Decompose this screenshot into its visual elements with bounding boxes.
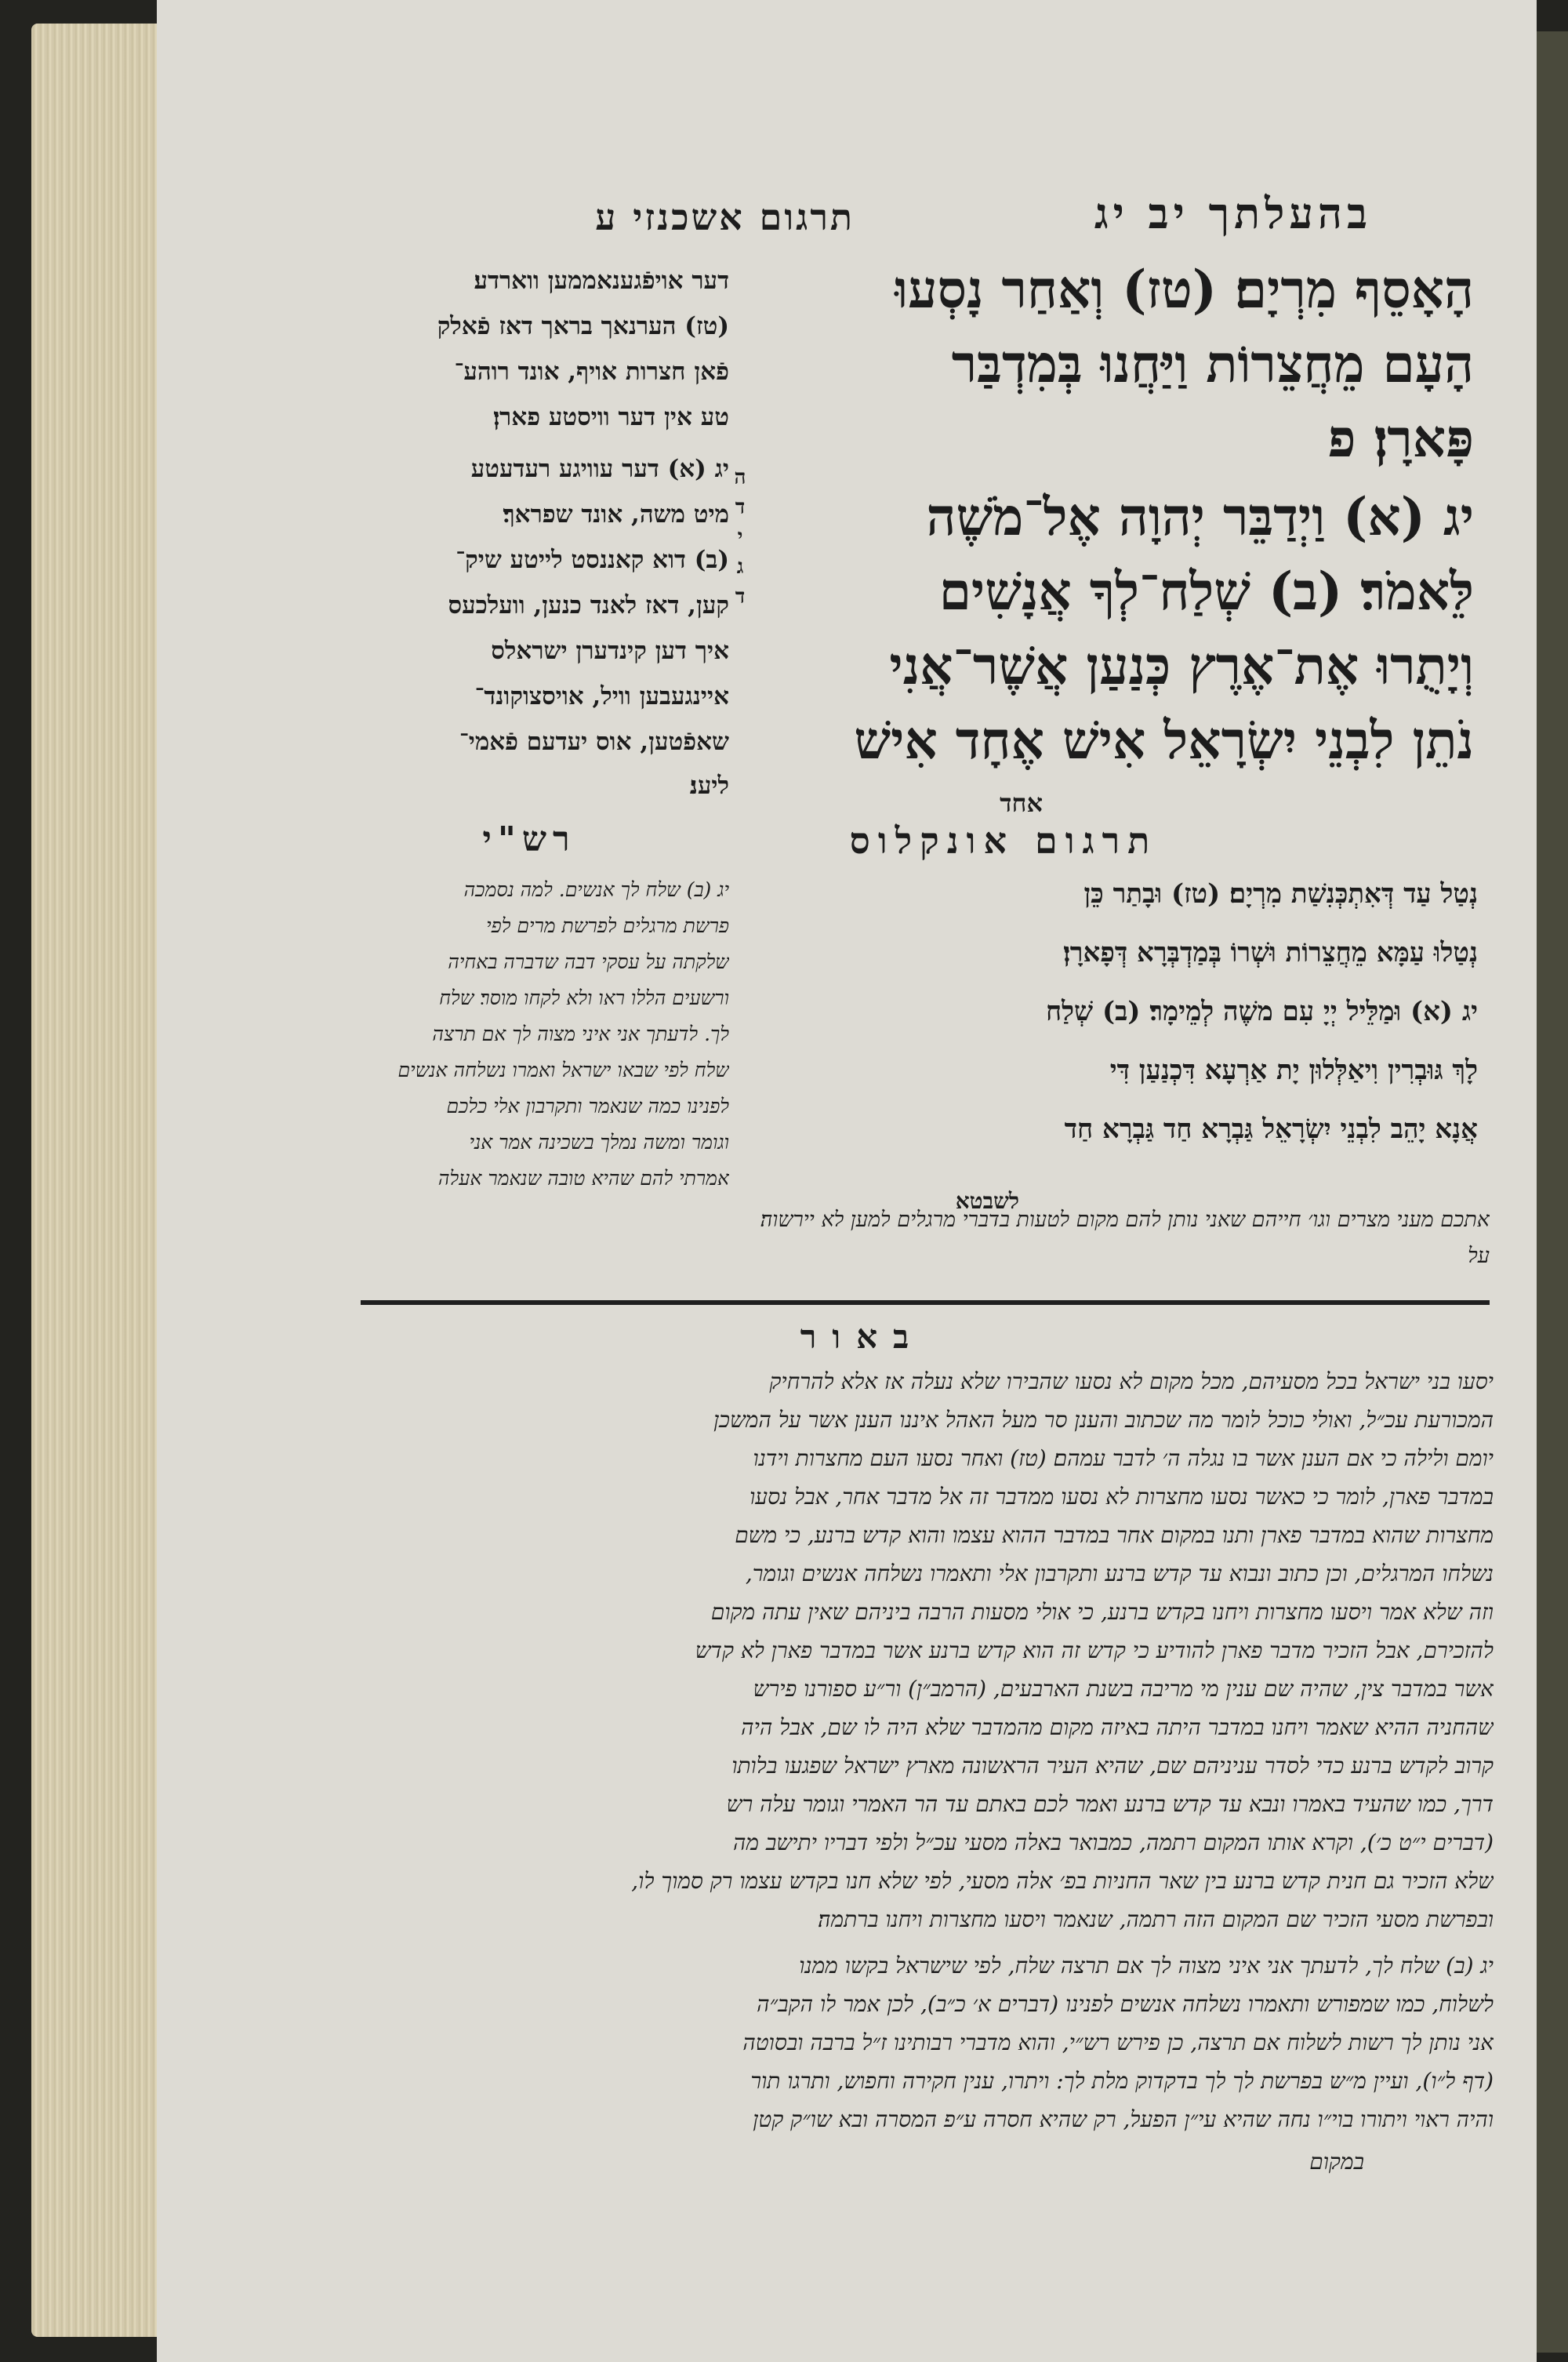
biur-line: שלא הזכיר גם חנית קדש ברנע בין שאר החניות בפ׳ אלה מסעי, לפי שלא חנו בקדש עצמו רק סמוך לו, <box>631 1868 1494 1894</box>
rashi-catchword: על <box>1468 1244 1490 1268</box>
biur-catchword: במקום <box>1309 2149 1364 2175</box>
rashi-line: שלקתה על עסקי דבה שדברה באחיה <box>448 950 729 973</box>
rashi-line: לפנינו כמה שנאמר ותקרבון אלי כלכם <box>446 1095 729 1117</box>
torah-running-head: בהעלתך יב יג <box>1094 188 1372 238</box>
biur-line: במדבר פארן, לומר כי כאשר נסעו מחצרות לא נסעו ממדבר זה אל מדבר אחר, אבל נסעו <box>750 1484 1494 1510</box>
german-line: מיט משה, אונד שפראך׃ <box>503 500 729 529</box>
biur-line: שהחניה ההיא שאמר ויחנו במדבר היתה באיזה מקום מהמדבר שלא היה לו שם, אבל היה <box>741 1714 1494 1740</box>
rashi-continuation <box>353 1208 1490 1286</box>
german-line: שאפֿטען, אוס יעדעם פֿאמי־ <box>459 728 729 756</box>
rashi-line: וגומר ומשה נמלך בשכינה אמר אני <box>469 1131 729 1154</box>
biur-line: (דף ל״ו), ועיין מ״ש בפרשת לך לך בדקדוק מלת לך: ויתרו, ענין חקירה וחפוש, ותרגו תור <box>750 2068 1494 2094</box>
biur-line: והיה ראוי ויתורו בוי״ו נחה שהיא עי״ן הפעל, רק שהיא חסרה ע״פ המסרה ובא שו״ק קטן <box>753 2106 1494 2132</box>
rashi-line: אמרתי להם שהיא טובה שנאמר אעלה <box>437 1167 729 1190</box>
onkelos-heading: תרגום אונקלוס <box>849 819 1158 862</box>
rashi-commentary <box>353 878 729 1208</box>
german-line: קען, דאז לאנד כנען, וועלכעס <box>448 591 729 620</box>
biur-line: יסעו בני ישראל בכל מסעיהם, מכל מקום לא נסעו שהבירו שלא נעלה אז אלא להרחיק <box>769 1368 1494 1394</box>
book-page <box>157 0 1537 2362</box>
torah-line: נֹתֵן לִבְנֵי יִשְׂרָאֵל אִישׁ אֶחָד אִישׁ <box>854 710 1474 771</box>
rashi-heading: רש"י <box>482 819 576 859</box>
biur-line: אני נותן לך רשות לשלוח אם תרצה, כן פירש רש״י, והוא מדברי רבותינו ז״ל ברבה ובסוטה <box>742 2030 1494 2055</box>
german-line: ליענ׃ <box>689 772 729 800</box>
german-running-head: תרגום אשכנזי ע <box>595 196 855 238</box>
torah-line: הָאָסֵף מִרְיָם׃ (טז) וְאַחַר נָסְעוּ <box>895 259 1474 320</box>
german-line: פֿאן חצרות אויף, אונד רוהע־ <box>454 358 729 386</box>
rashi-line: ורשעים הללו ראו ולא לקחו מוסר׃ שלח <box>439 987 729 1009</box>
biur-line: יומם ולילה כי אם הענן אשר בו נגלה ה׳ לדבר עמהם׃ (טז) ואחר נסעו העם מחצרות וידנו <box>753 1445 1494 1471</box>
german-line: איך דען קינדערן ישראלס <box>491 637 729 665</box>
margin-references: ה ד י ג ד <box>734 466 746 609</box>
torah-line: יג (א) וַיְדַבֵּר יְהוָה אֶל־מֹשֶׁה <box>926 486 1474 547</box>
biur-heading: באור <box>800 1317 925 1356</box>
onkelos-text <box>757 878 1478 1192</box>
biur-line: דרך, כמו שהעיד באמרו ונבא עד קדש ברנע ואמר לכם באתם עד הר האמרי וגומר עלה רש <box>726 1791 1494 1817</box>
german-line: איינגעבען וויל, אויסצוקונד־ <box>474 682 729 710</box>
onkelos-line: אֲנָא יָהֵב לִבְנֵי יִשְׂרָאֵל גַּבְרָא חַד גַּבְרָא חַד <box>1064 1114 1478 1145</box>
rashi-line: פרשת מרגלים לפרשת מרים לפי <box>486 914 729 937</box>
biur-line: יג (ב) שלח לך, לדעתך אני איני מצוה לך אם תרצה שלח, לפי שישראל בקשו ממנו <box>799 1953 1494 1979</box>
onkelos-line: נְטַלוּ עַמָּא מֵחֲצֵרוֹת וּשְׁרוֹ בְּמַדְבְּרָא דְּפָארָן׃ <box>1063 937 1478 968</box>
torah-line: לֵּאמֹר׃ (ב) שְׁלַח־לְךָ אֲנָשִׁים <box>938 561 1474 622</box>
torah-text <box>760 259 1474 800</box>
rashi-line: יג (ב) שלח לך אנשים. למה נסמכה <box>463 878 729 901</box>
biur-line: לשלוח, כמו שמפורש ותאמרו נשלחה אנשים לפנינו (דברים א׳ כ״ב), לכן אמר לו הקב״ה <box>757 1991 1494 2017</box>
onkelos-line: לָךְ גּוּבְרִין וִיאַלְּלוּן יָת אַרְעָא דִּכְנַעַן דִּי <box>1109 1055 1478 1086</box>
biur-line: להזכירם, אבל הזכיר מדבר פארן להודיע כי קדש זה הוא קדש ברנע אשר במדבר פארן לא קדש <box>695 1637 1494 1663</box>
german-line: דער אויפֿגענאממען ווארדע׃ <box>474 267 729 295</box>
torah-line: פָּארָן׃ פ <box>1327 408 1474 469</box>
onkelos-line: נְטַל עַד דְּאִתְכְּנִשַׁת מִרְיָם׃ (טז) וּבָתַר כֵּן <box>1083 878 1478 910</box>
section-divider-rule <box>361 1300 1490 1305</box>
biur-line: אשר במדבר צין, שהיה שם ענין מי מריבה בשנת הארבעים, (הרמב״ן) ור״ע ספורנו פירש <box>753 1676 1494 1702</box>
rashi-line: לך. לדעתך אני איני מצוה לך אם תרצה <box>432 1023 729 1045</box>
torah-line: הָעָם מֵחֲצֵרוֹת וַיַּחֲנוּ בְּמִדְבַּר <box>951 333 1474 394</box>
german-line: (ב) דוא קאננסט לייטע שיק־ <box>456 546 729 574</box>
biur-line: המכורעת עכ״ל, ואולי כוכל לומר מה שכתוב והענן סר מעל האהל איננו הענן אשר על המשכן <box>713 1407 1494 1433</box>
biur-line: וזה שלא אמר ויסעו מחצרות ויחנו בקדש ברנע, כי אולי מסעות הרבה ביניהם שאין עתה מקום <box>710 1599 1494 1625</box>
biur-commentary <box>341 1368 1494 2153</box>
rashi-line: שלח לפי שבאו ישראל ואמרו נשלחה אנשים <box>397 1059 729 1081</box>
onkelos-catchword: לשבטא <box>955 1188 1019 1214</box>
biur-line: ובפרשת מסעי הזכיר שם המקום הזה רתמה, שנאמר ויסעו מחצרות ויחנו ברתמה׃ <box>818 1906 1494 1932</box>
torah-line: וְיָתֻרוּ אֶת־אֶרֶץ כְּנַעַן אֲשֶׁר־אֲנִי <box>889 635 1474 696</box>
german-translation <box>361 267 729 816</box>
rashi-continuation-line: אתכם מעני מצרים וגו׳ חייהם שאני נותן להם מקום לטעות בדברי מרגלים למען לא יירשוה׃ <box>760 1208 1490 1232</box>
biur-line: קרוב לקדש ברנע כדי לסדר עניניהם שם, שהיא העיר הראשונה מארץ ישראל שפגעו בלותו <box>731 1753 1494 1779</box>
biur-line: מחצרות שהוא במדבר פארן ותנו במקום אחר במדבר ההוא עצמו והוא קדש ברנע, כי משם <box>735 1522 1494 1548</box>
german-line: (טז) הערנאך בראך דאז פֿאלק <box>437 312 729 340</box>
german-line: טע אין דער וויסטע פארן׃ <box>493 403 729 431</box>
biur-line: (דברים י״ט כ׳), וקרא אותו המקום רתמה, כמבואר באלה מסעי עכ״ל ולפי דבריו יתישב מה <box>732 1830 1494 1855</box>
torah-catchword: אחד <box>1000 788 1043 818</box>
onkelos-line: יג (א) וּמַלֵּיל יְיָ עִם משֶׁה לְמֵימָר׃ (ב) שְׁלַח <box>1046 996 1478 1027</box>
biur-line: נשלחו המרגלים, וכן כתוב ונבוא עד קדש ברנע ותקרבון אלי ותאמרו נשלחה אנשים וגומר, <box>745 1561 1494 1586</box>
german-line: יג (א) דער עוויגע רעדעטע <box>470 455 729 483</box>
